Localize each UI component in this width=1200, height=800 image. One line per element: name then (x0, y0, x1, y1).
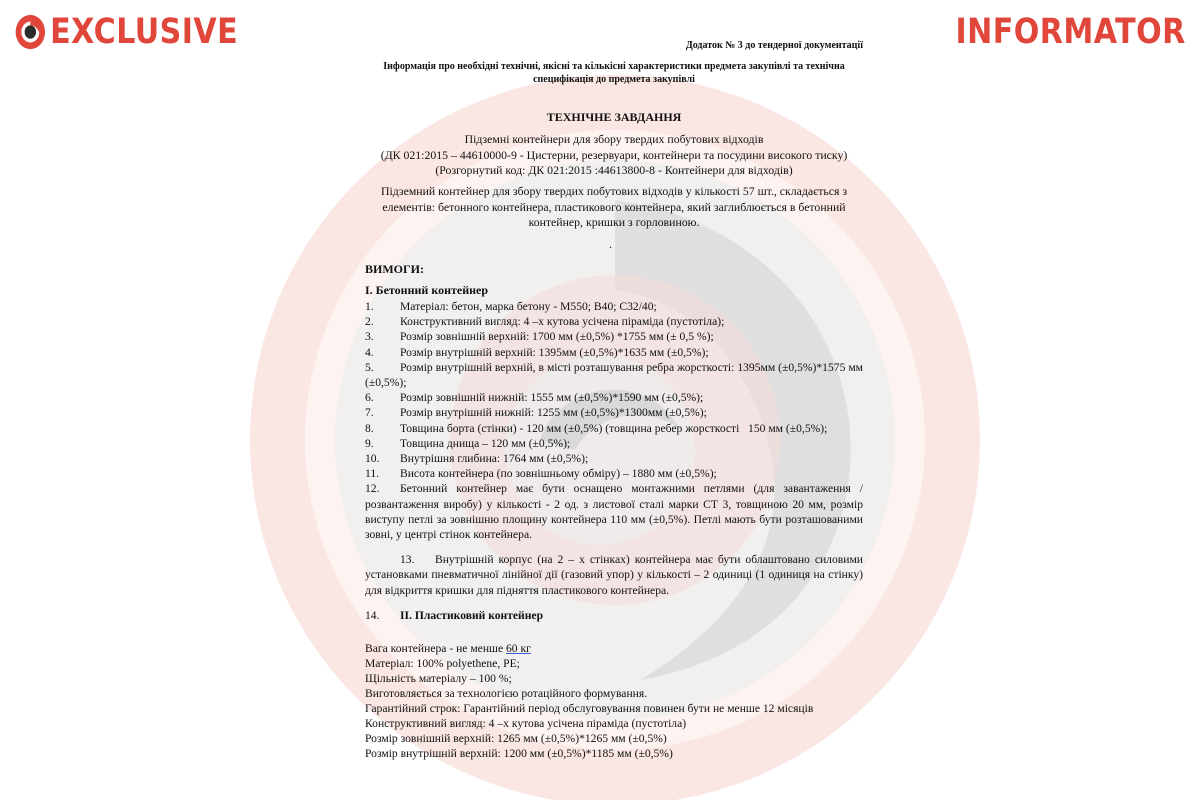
spacer (365, 542, 863, 552)
requirements-heading: ВИМОГИ: (365, 262, 424, 276)
list-item (365, 314, 863, 329)
subject-line: (Розгорнутий код: ДК 021:2015 :44613800-8 - Контейнери для відходів) (435, 163, 793, 177)
item-number: 7. (365, 406, 374, 420)
subject-line: Підземні контейнери для збору твердих побутових відходів (464, 132, 764, 146)
item-number: 9. (365, 436, 374, 450)
list-item (365, 405, 863, 420)
item-text: Висота контейнера (по зовнішньому обміру) – 1880 мм (±0,5%); (400, 467, 717, 481)
list-item (365, 360, 863, 390)
info-header (365, 61, 863, 86)
item-text: Внутрішня глибина: 1764 мм (±0,5%); (400, 452, 589, 466)
subject-block (365, 132, 863, 179)
spec-line: Конструктивний вигляд: 4 –х кутова усічена піраміда (пустотіла) (365, 717, 687, 731)
spec-line: Матеріал: 100% polyethene, PE; (365, 657, 520, 671)
item-number: 8. (365, 421, 374, 435)
item-text: Конструктивний вигляд: 4 –х кутова усічена піраміда (пустотіла); (400, 315, 725, 329)
informator-brand: INFORMATOR (955, 12, 1186, 52)
item-text: Розмір зовнішній верхній: 1700 мм (±0,5%) *1755 мм (± 0,5 %); (400, 330, 714, 344)
exclusive-brand-text: EXCLUSIVE (50, 12, 239, 52)
spec-line: Виготовляється за технологією ротаційного формування. (365, 687, 648, 701)
description-line: Підземний контейнер для збору твердих побутових відходів у кількості 57 шт., складається з (380, 184, 847, 198)
item-number: 2. (365, 315, 374, 329)
item-number: 10. (365, 452, 380, 466)
spec-line: Щільність матеріалу – 100 %; (365, 672, 512, 686)
item-text: Розмір внутрішній верхній: 1395мм (±0,5%)*1635 мм (±0,5%); (400, 345, 709, 359)
plastic-specs (365, 641, 863, 761)
description-line: контейнер, кришки з горловиною. (528, 215, 700, 229)
item-number: 6. (365, 391, 374, 405)
list-item (365, 390, 863, 405)
item-text: Товщина борта (стінки) - 120 мм (±0,5%) (товщина ребер жорсткості 150 мм (±0,5%); (400, 421, 828, 435)
spec-line: Розмір зовнішній верхній: 1265 мм (±0,5%)*1265 мм (±0,5%) (365, 732, 667, 746)
weight-value: 60 кг (506, 642, 531, 656)
exclusive-brand (14, 12, 238, 52)
spec-line (365, 641, 863, 656)
item-text: Матеріал: бетон, марка бетону - М550; В40; С32/40; (400, 300, 657, 313)
weight-label: Вага контейнера - не менше (365, 642, 506, 656)
info-header-line: специфікація до предмета закупівлі (533, 73, 695, 85)
item-number: 11. (365, 467, 380, 481)
section-plastic-heading (365, 608, 863, 623)
spec-line: Розмір внутрішній верхній: 1200 мм (±0,5%)*1185 мм (±0,5%) (365, 747, 673, 761)
item-number: 4. (365, 345, 374, 359)
item-text: Розмір внутрішній нижній: 1255 мм (±0,5%)*1300мм (±0,5%); (400, 406, 707, 420)
list-item (365, 481, 863, 542)
list-item (365, 299, 863, 314)
list-item (365, 329, 863, 344)
list-item (365, 451, 863, 466)
item-text: Товщина днища – 120 мм (±0,5%); (400, 436, 571, 450)
section-concrete-heading: I. Бетонний контейнер (365, 283, 489, 297)
item-text: Розмір зовнішній нижній: 1555 мм (±0,5%)*1590 мм (±0,5%); (400, 391, 704, 405)
eye-swirl-icon (14, 13, 47, 51)
item-text: Бетонний контейнер має бути оснащено монтажними петлями (для завантаження /розвантаження виробу) у кількості - 2 од. з листової сталі марки СТ 3, товщиною 20 мм, розмір виступу петлі за зовнішню площину контейнера 110 мм (±0,5%). Петлі мають бути розташованими зовні, у центрі стінок контейнера. (365, 482, 863, 542)
description-block (365, 184, 863, 231)
section-plastic-title: II. Пластиковий контейнер (400, 608, 544, 622)
info-header-line: Інформація про необхідні технічні, якісні та кількісні характеристики предмета закупівлі та технічна (383, 61, 845, 72)
document-title: ТЕХНІЧНЕ ЗАВДАННЯ (546, 110, 682, 124)
list-item (365, 345, 863, 360)
annex-reference: Додаток № 3 до тендерної документації (685, 40, 863, 51)
spec-line: Гарантійний строк: Гарантійний період обслуговування повинен бути не менше 12 місяців (365, 702, 814, 716)
item-number: 14. (365, 608, 380, 622)
item-number: 3. (365, 330, 374, 344)
item-number: 5. (365, 360, 374, 374)
item-text: Внутрішній корпус (на 2 – х стінках) контейнера має бути облаштовано силовими установками пневматичної лінійної дії (газовий упор) у кількості – 2 одиниці (1 одиниця на стінку) для відкриття кришки для підняття пластикового контейнера. (365, 553, 863, 597)
requirements-list (365, 299, 863, 761)
list-item (365, 436, 863, 451)
list-item (365, 466, 863, 481)
subject-line: (ДК 021:2015 – 44610000-9 - Цистерни, резервуари, контейнери та посудини високого тиску) (380, 147, 848, 162)
list-item (365, 552, 863, 598)
separator-dot: . (609, 237, 612, 251)
item-number: 12. (365, 482, 380, 496)
item-text: Розмір внутрішній верхній, в місті розташування ребра жорсткості: 1395мм (±0,5%)*1575 мм (±0,5%); (365, 360, 863, 390)
list-item (365, 421, 863, 436)
item-number: 1. (365, 300, 374, 313)
item-number: 13. (400, 553, 415, 567)
description-line: елементів: бетонного контейнера, пластикового контейнера, який заглиблюється в бетонний (382, 199, 846, 214)
